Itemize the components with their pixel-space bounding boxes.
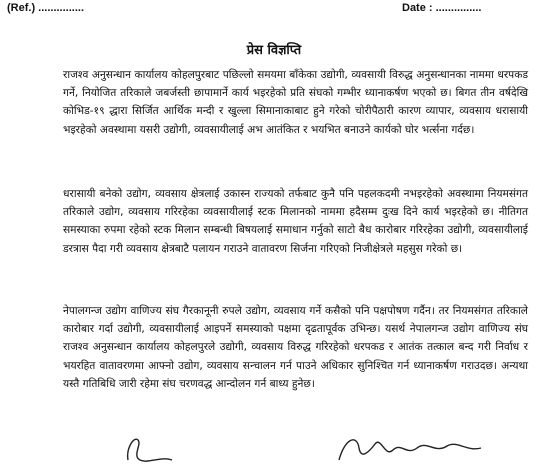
signature-left <box>120 430 180 464</box>
ref-number-field: (Ref.) ............... <box>7 2 85 14</box>
paragraph-2: धरासायी बनेको उद्योग, व्यवसाय क्षेत्रलाई उकास्न राज्यको तर्फबाट कुनै पनि पहलकदमी नभइरहेको अवस्थामा नियमसंगत तरिकाले उद्योग, व्यवसाय गरिरहेका व्यवसायीलाई स्टक मिलानको नाममा हदैसम्म दुःख दिने कार्य भइरहेको छ। नीतिगत समस्याका रुपमा रहेको स्टक मिलान सम्बन्धी बिषयलाई समाधान गर्नुको साटो बैध कारोबार गरिरहेका उद्योगी, व्यवसायीलाई डरत्रास पैदा गरी व्यवसाय क्षेत्रबाटै पलायन गराउने वातावरण सिर्जना गरिएको निजीक्षेत्रले महसुस गरेको छ। <box>63 188 528 255</box>
paragraph-3: नेपालगन्ज उद्योग वाणिज्य संघ गैरकानूनी रुपले उद्योग, व्यवसाय गर्ने कसैको पनि पक्षपोषण गर्दैन। तर नियमसंगत तरिकाले कारोबार गर्दा उद्योगी, व्यवसायीलाई आइपर्ने समस्याको पक्षमा दृढतापूर्वक उभिन्छ। यसर्थ नेपालगन्ज उद्योग वाणिज्य संघ राजश्व अनुसन्धान कार्यालय कोहलपुरले उद्योगी, व्यवसाय विरुद्ध गरिरहेको धरपकड र आतंक तत्काल बन्द गरी निर्वाध र भयरहित वातावरणमा आफ्नो उद्योग, व्यवसाय सन्चालन गर्न पाउने अधिकार सुनिश्चित गर्न ध्यानाकर्षण गराउदछ। अन्यथा यस्तै गतिबिधि जारी रहेमा संघ चरणवद्ध आन्दोलन गर्न बाध्य हुनेछ। <box>63 305 528 390</box>
document-title: प्रेस विज्ञप्ति <box>246 43 302 58</box>
signature-right <box>335 430 485 464</box>
paragraph-1: राजश्व अनुसन्धान कार्यालय कोहलपुरबाट पछिल्लो समयमा बाँकेका उद्योगी, व्यवसायी विरुद्ध अनुसन्धानका नाममा धरपकड गर्ने, नियोजित तरिकाले जबर्जस्ती छापामार्ने कार्य भइरहेको प्रति संघको गम्भीर ध्यानाकर्षण भएको छ। बिगत तीन वर्षदेखि कोभिड-१९ द्धारा सिर्जित आर्थिक मन्दी र खुल्ला सिमानाकाबाट हुने गरेको चोरीपैठारी कारण व्यापार, व्यवसाय धरासायी भइरहेको अवस्थामा यसरी उद्योगी, व्यवसायीलाई अभ आतंकित र भयभित बनाउने कार्यको घोर भर्त्सना गर्दछ। <box>63 69 528 136</box>
date-field: Date : ............... <box>402 2 482 14</box>
